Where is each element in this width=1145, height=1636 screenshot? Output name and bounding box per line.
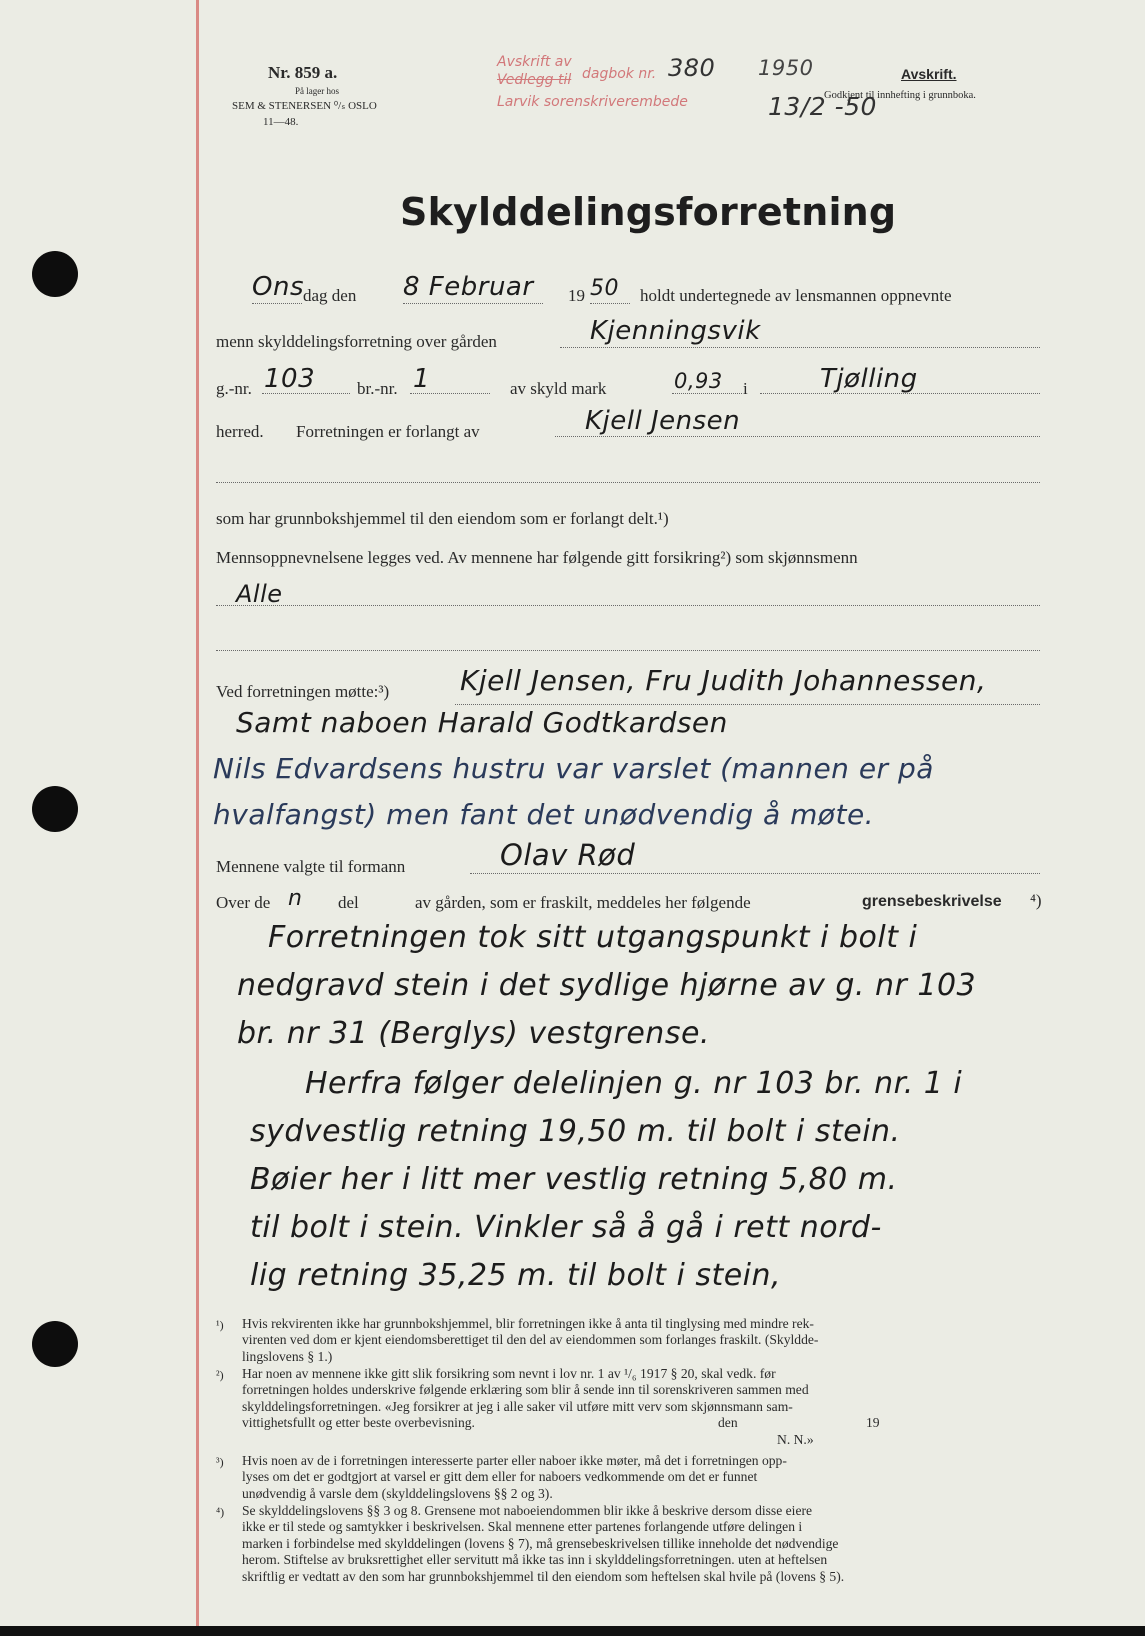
over-gard: av gården, som er fraskilt, meddeles her følgende (415, 893, 751, 912)
publisher: SEM & STENERSEN ⁰/ₛ OSLO (232, 100, 377, 112)
formann-hw: Olav Rød (500, 838, 636, 872)
requester-hw: Kjell Jensen (585, 406, 741, 436)
forlangt-label: Forretningen er forlangt av (296, 422, 480, 441)
line1-text: holdt undertegnede av lensmannen oppnevnte (640, 286, 952, 305)
i-label: i (743, 379, 748, 398)
footnote-line: Hvis noen av de i forretningen interesserte parter eller naboer ikke møter, må det i forretningen opp- (242, 1453, 787, 1468)
grense-footnote-ref: ⁴) (1030, 891, 1042, 910)
footnote-line: ikke er til stede og samtykker i beskrivelsen. Skal mennene etter partenes forlangende utføre delingen i (242, 1519, 803, 1535)
stamp-date: 13/2 -50 (768, 92, 877, 121)
description-line: til bolt i stein. Vinkler så å gå i rett nord- (250, 1210, 882, 1245)
description-line: nedgravd stein i det sydlige hjørne av g. nr 103 (237, 968, 977, 1003)
description-line: Bøier her i litt mer vestlig retning 5,80 m. (250, 1162, 898, 1197)
footnote-3 (242, 1453, 787, 1502)
punch-hole (32, 786, 78, 832)
rule (403, 303, 543, 304)
footnote-2-year: 19 (866, 1415, 880, 1430)
stamp-office: Larvik sorenskriverembede (497, 94, 688, 110)
gnr-hw: 103 (264, 364, 316, 394)
rule (455, 704, 1040, 705)
description-line: lig retning 35,25 m. til bolt i stein, (250, 1258, 782, 1293)
date-hw: 8 Februar (403, 272, 534, 302)
grensebeskrivelse-label: grensebeskrivelse (862, 893, 1002, 910)
rule (216, 482, 1040, 483)
stamp-line-1: Avskrift av (497, 54, 572, 70)
farm-name-hw: Kjenningsvik (590, 316, 761, 346)
grunnbok-text: som har grunnbokshjemmel til den eiendom som er forlangt delt.¹) (216, 509, 669, 528)
stamp-number: 380 (668, 54, 716, 82)
motte-hw-4: hvalfangst) men fant det unødvendig å møte. (213, 798, 875, 831)
description-line: Forretningen tok sitt utgangspunkt i bolt i (268, 920, 918, 955)
over-de-label: Over de (216, 893, 271, 912)
footnote-2-signature: N. N.» (777, 1432, 814, 1447)
motte-hw-3: Nils Edvardsens hustru var varslet (mannen er på (213, 752, 934, 785)
approval-note: Godkjent til innhefting i grunnboka. (824, 90, 976, 101)
footnote-line: herom. Stiftelse av bruksrettighet eller servitutt må ikke tas inn i skylddelingsforretningen. uten at heftelsen (242, 1552, 828, 1568)
footnote-number: ³) (216, 1455, 224, 1469)
footnote-line: skriftlig er vedtatt av den som har grunnbokshjemmel til den eiendom som heftelsen skal hvile på (lovens § 5). (242, 1568, 845, 1584)
skyld-label: av skyld mark (510, 379, 607, 398)
description-line: br. nr 31 (Berglys) vestgrense. (237, 1016, 710, 1051)
rule (470, 873, 1040, 874)
motte-hw-2: Samt naboen Harald Godtkardsen (236, 706, 728, 739)
footnote-line: Hvis rekvirenten ikke har grunnbokshjemmel, blir forretningen ikke å anta til tinglysing med mindre rek- (242, 1316, 814, 1331)
brnr-hw: 1 (413, 364, 431, 394)
stock-line: På lager hos (295, 86, 339, 96)
year-hw: 50 (590, 276, 619, 301)
menn-text: Mennsoppnevnelsene legges ved. Av mennene har følgende gitt forsikring²) som skjønnsmenn (216, 548, 858, 567)
motte-label: Ved forretningen møtte:³) (216, 682, 390, 701)
footnote-line: lyses om det er godtgjort at varsel er gitt dem eller for naboers vedkommende om det er funnet (242, 1469, 758, 1485)
form-number: Nr. 859 a. (268, 63, 338, 82)
footnote-number: ¹) (216, 1318, 224, 1332)
rule (560, 347, 1040, 348)
description-line: Herfra følger delelinjen g. nr 103 br. nr. 1 i (305, 1066, 963, 1101)
rule (216, 605, 1040, 606)
page-title: Skylddelingsforretning (400, 190, 897, 234)
line2-label: menn skylddelingsforretning over gården (216, 332, 497, 351)
avskrift-label: Avskrift. (901, 66, 957, 82)
footnote-line: unødvendig å varsle dem (skylddelingslovens §§ 2 og 3). (242, 1485, 553, 1501)
herred-label: herred. (216, 422, 264, 441)
brnr-label: br.-nr. (357, 379, 398, 398)
rule (590, 303, 630, 304)
footnote-1 (242, 1316, 818, 1365)
formann-label: Mennene valgte til formann (216, 857, 406, 876)
footnote-line: Se skylddelingslovens §§ 3 og 8. Grensene mot naboeiendommen blir ikke å beskrive dersom disse eiere (242, 1503, 813, 1518)
rule (252, 303, 302, 304)
punch-hole (32, 251, 78, 297)
footnote-line: vittighetsfullt og etter beste overbevisning. (242, 1415, 475, 1431)
footnote-number: ²) (216, 1368, 224, 1382)
skyld-hw: 0,93 (674, 369, 723, 393)
footnote-line: lingslovens § 1.) (242, 1348, 333, 1364)
motte-hw-1: Kjell Jensen, Fru Judith Johannessen, (460, 664, 987, 697)
footnote-line: marken i forbindelse med skylddelingen (lovens § 7), må grensebeskrivelsen tillike inneholde det nødvendige (242, 1535, 839, 1551)
gnr-label: g.-nr. (216, 379, 252, 398)
description-line: sydvestlig retning 19,50 m. til bolt i stein. (250, 1114, 901, 1149)
rule (672, 393, 742, 394)
year-prefix: 19 (568, 286, 585, 305)
footnote-line: forretningen holdes underskrive følgende erklæring som blir å sende inn til sorenskriveren sammen med (242, 1382, 809, 1398)
rule (216, 650, 1040, 651)
footnote-4 (242, 1503, 844, 1585)
over-del: del (338, 893, 359, 912)
footnote-2-den: den (718, 1415, 738, 1430)
stamp-year: 1950 (758, 56, 814, 80)
stamp-dagbok: dagbok nr. (582, 66, 657, 82)
margin-line (196, 0, 199, 1626)
footnote-line: Har noen av mennene ikke gitt slik forsikring som nevnt i lov nr. 1 av ¹/₆ 1917 § 20, skal vedk. før (242, 1366, 776, 1381)
menn-hw: Alle (236, 580, 283, 608)
punch-hole (32, 1321, 78, 1367)
place-hw: Tjølling (820, 364, 918, 394)
stamp-line-2: Vedlegg til (497, 72, 572, 88)
dag-den-label: dag den (303, 286, 357, 305)
over-de-hw: n (288, 886, 303, 911)
footnote-line: skylddelingsforretningen. «Jeg forsikrer at jeg i alle saker vil utføre mitt verv som skjønnsmann sam- (242, 1398, 793, 1414)
footnote-line: virenten ved dom er kjent eiendomsberettiget til den del av eiendommen som forlanges fraskilt. (Skyldde- (242, 1332, 819, 1348)
footnote-number: ⁴) (216, 1505, 225, 1519)
print-code: 11—48. (263, 116, 299, 128)
weekday-hw: Ons (252, 272, 304, 302)
rule (555, 436, 1040, 437)
